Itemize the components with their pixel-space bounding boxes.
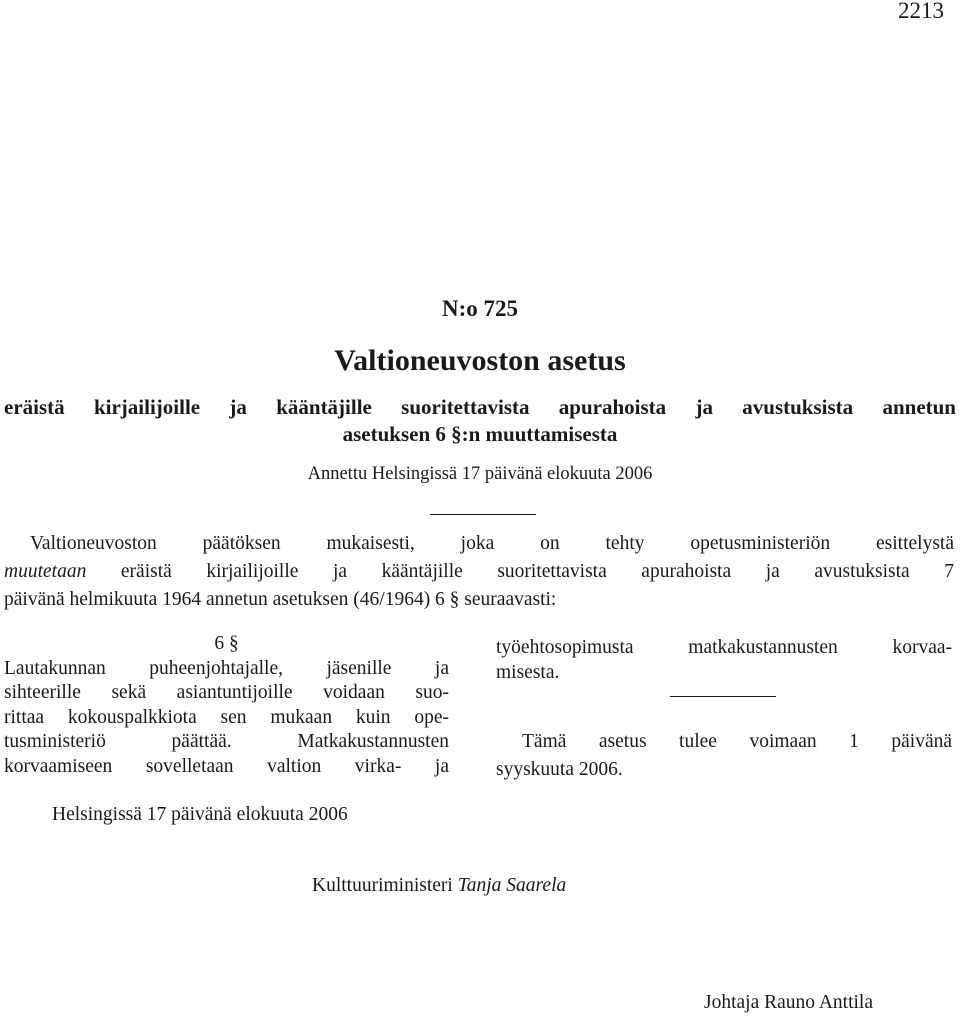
minister-signature xyxy=(312,875,566,897)
section-line: tusministeriö päättää. Matkakustannusten xyxy=(4,731,449,752)
subtitle-line-1: eräistä kirjailijoille ja kääntäjille suoritettavista apurahoista ja avustuksista annetun xyxy=(4,395,956,419)
section-heading: 6 § xyxy=(214,633,239,654)
preamble-line-3: päivänä helmikuuta 1964 annetun asetuksen (46/1964) 6 § seuraavasti: xyxy=(4,589,557,610)
entry-into-force-line-2: syyskuuta 2006. xyxy=(496,759,623,780)
section-continuation-line: misesta. xyxy=(496,661,560,683)
minister-title: Kulttuuriministeri xyxy=(312,875,453,896)
document-title: Valtioneuvoston asetus xyxy=(334,344,626,377)
preamble-line-2-text: eräistä kirjailijoille ja kääntäjille suoritettavista apurahoista ja avustuksista 7 xyxy=(86,561,954,582)
section-line: sihteerille sekä asiantuntijoille voidaan suo- xyxy=(4,682,449,703)
preamble xyxy=(4,530,954,614)
preamble-line-1: Valtioneuvoston päätöksen mukaisesti, joka on tehty opetusministeriön esittelystä xyxy=(30,533,954,554)
minister-name: Tanja Saarela xyxy=(457,875,567,896)
document-subtitle xyxy=(4,394,956,448)
section-text-right xyxy=(496,636,952,685)
divider xyxy=(670,696,776,697)
section-text-left xyxy=(4,632,449,779)
entry-into-force-line-1: Tämä asetus tulee voimaan 1 päivänä xyxy=(522,731,952,752)
entry-into-force xyxy=(496,728,952,784)
given-date: Annettu Helsingissä 17 päivänä elokuuta 2006 xyxy=(307,464,653,484)
section-line: Lautakunnan puheenjohtajalle, jäsenille ja xyxy=(4,657,449,679)
preamble-italic-word: muutetaan xyxy=(4,561,87,582)
subtitle-line-2: asetuksen 6 §:n muuttamisesta xyxy=(342,422,618,446)
signing-place-date: Helsingissä 17 päivänä elokuuta 2006 xyxy=(52,804,348,825)
divider xyxy=(430,514,536,515)
page-number: 2213 xyxy=(898,0,944,23)
preamble-line-2 xyxy=(4,558,954,586)
statute-number: N:o 725 xyxy=(441,296,519,321)
director-signature: Johtaja Rauno Anttila xyxy=(704,992,873,1013)
section-continuation-line: työehtosopimusta matkakustannusten korvaa- xyxy=(496,637,952,658)
section-line: rittaa kokouspalkkiota sen mukaan kuin ope- xyxy=(4,706,449,728)
section-line: korvaamiseen sovelletaan valtion virka- ja xyxy=(4,755,449,777)
